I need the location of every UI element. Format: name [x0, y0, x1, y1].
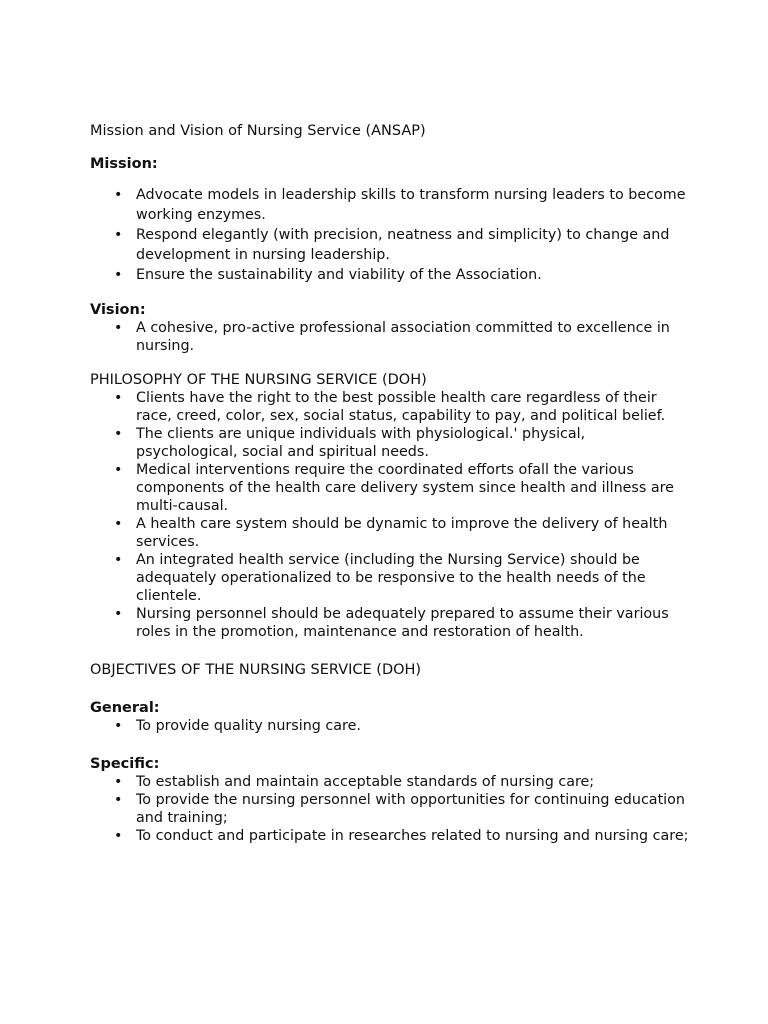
list-item-text: An integrated health service (including the Nursing Service) should be adequately operationalized to be responsive to the health needs of the clientele. — [136, 552, 646, 604]
list-item — [90, 389, 690, 425]
bullet-icon: • — [114, 320, 123, 336]
bullet-icon: • — [114, 792, 123, 808]
bullet-icon: • — [114, 227, 123, 243]
mission-heading: Mission: — [90, 156, 158, 172]
list-item — [90, 319, 690, 355]
philosophy-heading: PHILOSOPHY OF THE NURSING SERVICE (DOH) — [90, 372, 427, 388]
vision-list — [90, 319, 690, 355]
bullet-icon: • — [114, 462, 123, 478]
bullet-icon: • — [114, 774, 123, 790]
list-item-text: A cohesive, pro-active professional association committed to excellence in nursing. — [136, 320, 670, 354]
list-item-text: Advocate models in leadership skills to transform nursing leaders to become working enzymes. — [136, 187, 686, 223]
bullet-icon: • — [114, 552, 123, 568]
list-item — [90, 791, 690, 827]
list-item-text: Nursing personnel should be adequately prepared to assume their various roles in the promotion, maintenance and restoration of health. — [136, 606, 669, 640]
list-item-text: Medical interventions require the coordinated efforts ofall the various components of the health care delivery system since health and illness are multi-causal. — [136, 462, 674, 514]
list-item-text: Ensure the sustainability and viability of the Association. — [136, 267, 542, 283]
list-item — [90, 605, 690, 641]
list-item-text: To provide quality nursing care. — [136, 718, 361, 734]
specific-heading: Specific: — [90, 756, 160, 772]
general-list — [90, 717, 690, 735]
list-item — [90, 265, 690, 285]
list-item-text: Clients have the right to the best possible health care regardless of their race, creed, color, sex, social status, capability to pay, and political belief. — [136, 390, 666, 424]
list-item-text: The clients are unique individuals with physiological.' physical, psychological, social and spiritual needs. — [136, 426, 586, 460]
bullet-icon: • — [114, 828, 123, 844]
list-item — [90, 225, 690, 265]
bullet-icon: • — [114, 267, 123, 283]
bullet-icon: • — [114, 390, 123, 406]
list-item — [90, 717, 690, 735]
philosophy-list — [90, 389, 690, 641]
document-page — [90, 122, 690, 845]
objectives-heading: OBJECTIVES OF THE NURSING SERVICE (DOH) — [90, 662, 422, 678]
bullet-icon: • — [114, 718, 123, 734]
list-item — [90, 773, 690, 791]
bullet-icon: • — [114, 426, 123, 442]
list-item — [90, 461, 690, 515]
bullet-icon: • — [114, 606, 123, 622]
list-item-text: To provide the nursing personnel with opportunities for continuing education and training; — [136, 792, 685, 826]
general-heading: General: — [90, 700, 160, 716]
list-item-text: Respond elegantly (with precision, neatness and simplicity) to change and development in nursing leadership. — [136, 227, 670, 263]
specific-list — [90, 773, 690, 845]
list-item — [90, 425, 690, 461]
list-item — [90, 185, 690, 225]
list-item — [90, 515, 690, 551]
document-title: Mission and Vision of Nursing Service (ANSAP) — [90, 123, 426, 139]
vision-heading: Vision: — [90, 302, 146, 318]
list-item-text: To establish and maintain acceptable standards of nursing care; — [136, 774, 595, 790]
list-item — [90, 827, 690, 845]
bullet-icon: • — [114, 516, 123, 532]
bullet-icon: • — [114, 187, 123, 203]
list-item-text: A health care system should be dynamic to improve the delivery of health services. — [136, 516, 668, 550]
list-item — [90, 551, 690, 605]
list-item-text: To conduct and participate in researches related to nursing and nursing care; — [136, 828, 689, 844]
mission-list — [90, 185, 690, 285]
